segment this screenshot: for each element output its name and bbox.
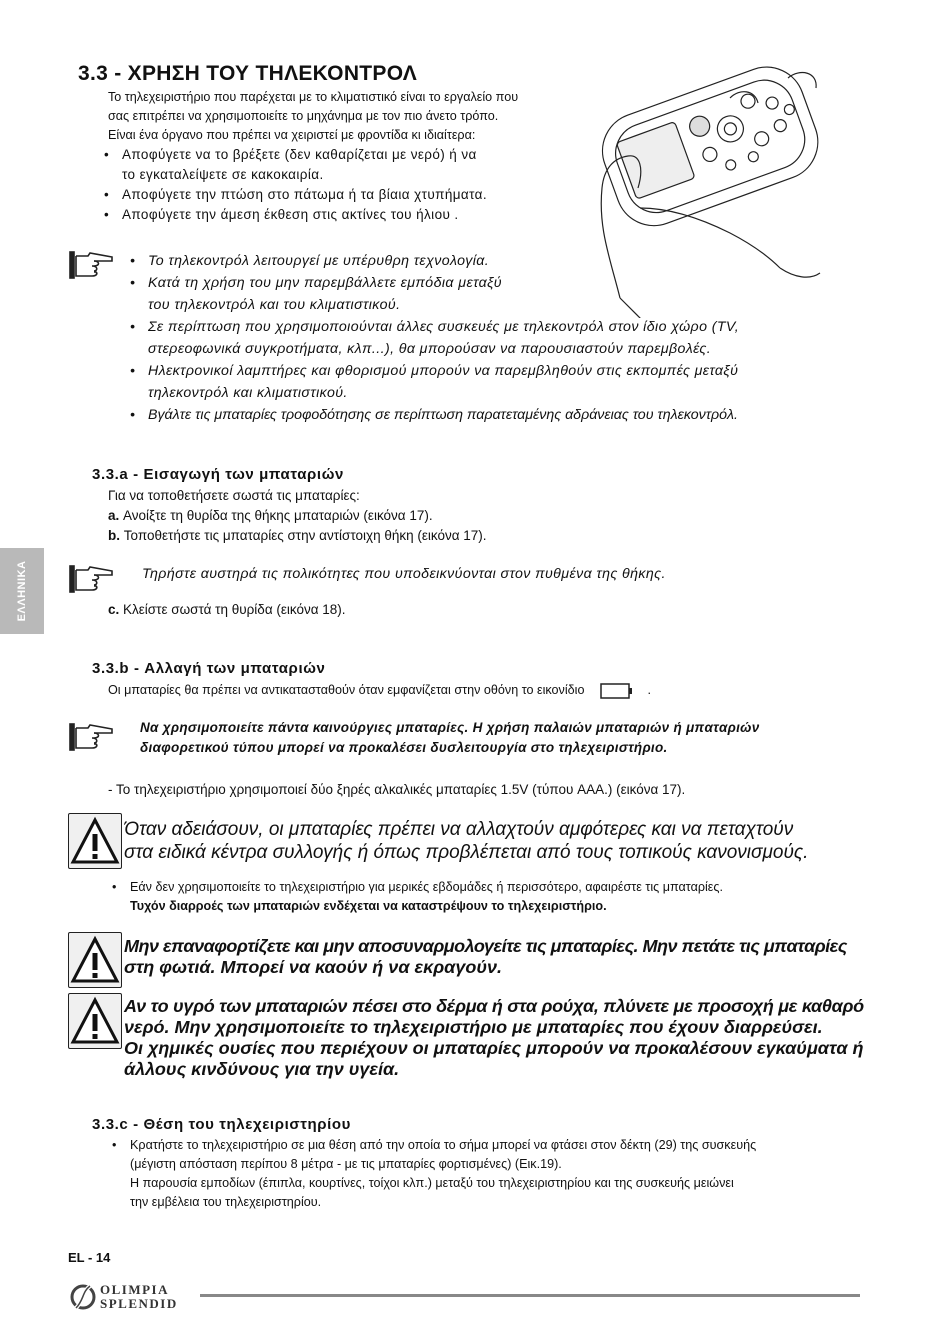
list-item <box>100 185 580 205</box>
list-item-text: (μέγιστη απόσταση περίπου 8 μέτρα - με τις μπαταρίες φορτισμένες) (Εικ.19). <box>130 1157 562 1171</box>
list-item-text: το εγκαταλείψετε σε κακοκαιρία. <box>122 167 324 182</box>
list-item-text: • Κατά τη χρήση του μην παρεμβάλλετε εμπόδια μεταξύ <box>148 275 503 291</box>
intro-line: Είναι ένα όργανο που πρέπει να χειριστεί με φροντίδα κι ιδιαίτερα: <box>108 128 476 142</box>
step-label: c. <box>108 602 120 617</box>
page-number: EL - 14 <box>68 1250 111 1265</box>
recharge-warning <box>124 936 874 978</box>
battery-type-item: - Το τηλεχειριστήριο χρησιμοποιεί δύο ξηρές αλκαλικές μπαταρίες 1.5V (τύπου AAA.) (εικόνα 17). <box>108 782 686 797</box>
footer-divider <box>200 1294 860 1297</box>
list-item <box>126 316 866 360</box>
step-b <box>108 526 808 546</box>
leak-warning <box>124 996 874 1080</box>
warning-line: Μην επαναφορτίζετε και μην αποσυναρμολογείτε τις μπαταρίες. Μην πετάτε τις μπαταρίες <box>124 936 847 956</box>
list-item <box>108 1136 868 1212</box>
brand-emblem-icon <box>68 1282 98 1312</box>
step-a <box>108 506 808 526</box>
list-item-text: Τυχόν διαρροές των μπαταριών ενδέχεται να καταστρέψουν το τηλεχειριστήριο. <box>130 899 607 913</box>
battery-replace-intro <box>108 681 868 700</box>
list-item-text: • Εάν δεν χρησιμοποιείτε το τηλεχειριστήριο για μερικές εβδομάδες ή περισσότερο, αφαιρέστε τις μπαταρίες. <box>130 880 723 894</box>
intro-end: . <box>647 683 651 697</box>
list-item-text: • Αποφύγετε την πτώση στο πάτωμα ή τα βίαια χτυπήματα. <box>122 187 488 202</box>
step-text: Τοποθετήστε τις μπαταρίες στην αντίστοιχη θήκη (εικόνα 17). <box>123 528 487 543</box>
step-text: Κλείστε σωστά τη θυρίδα (εικόνα 18). <box>123 602 346 617</box>
section-heading-3-3-a: 3.3.a - Εισαγωγή των μπαταριών <box>92 466 344 483</box>
warning-line: Όταν αδειάσουν, οι μπαταρίες πρέπει να αλλαχτούν αμφότερες και να πεταχτούν <box>124 819 794 840</box>
battery-insert-steps <box>108 486 808 546</box>
note-line: διαφορετικού τύπου μπορεί να προκαλέσει δυσλειτουργία στο τηλεχειριστήριο. <box>140 740 668 755</box>
language-side-tab <box>0 548 44 634</box>
list-item <box>126 250 866 272</box>
care-list <box>100 145 580 225</box>
warning-line: στα ειδικά κέντρα συλλογής ή όπως προβλέπεται από τους τοπικούς κανονισμούς. <box>124 842 809 863</box>
list-item-text: του τηλεκοντρόλ και του κλιματιστικού. <box>148 297 401 313</box>
list-item-text: • Κρατήστε το τηλεχειριστήριο σε μια θέση από την οποία το σήμα μπορεί να φτάσει στον δέκτη (29) της συσκευής <box>130 1138 757 1152</box>
section-intro: Για να τοποθετήσετε σωστά τις μπαταρίες: <box>108 488 360 503</box>
pointing-hand-icon <box>68 720 116 754</box>
language-label: ΕΛΛΗΝΙΚΑ <box>16 560 28 622</box>
list-item-text: • Το τηλεκοντρόλ λειτουργεί με υπέρυθρη τεχνολογία. <box>148 253 490 269</box>
warning-line: Οι χημικές ουσίες που περιέχουν οι μπαταρίες μπορούν να προκαλέσουν εγκαύματα ή <box>124 1038 864 1058</box>
list-item-text: • Σε περίπτωση που χρησιμοποιούνται άλλες συσκευές με τηλεκοντρόλ στον ίδιο χώρο (TV, <box>148 319 740 335</box>
intro-line: σας επιτρέπει να χρησιμοποιείτε το μηχάνημα με τον πιο άνετο τρόπο. <box>108 109 499 123</box>
warning-panel <box>68 813 122 869</box>
intro-line: Το τηλεχειριστήριο που παρέχεται με το κλιματιστικό είναι το εργαλείο που <box>108 90 519 104</box>
new-batteries-note <box>140 718 870 758</box>
section-heading-3-3-b: 3.3.b - Αλλαγή των μπαταριών <box>92 660 326 677</box>
step-text: Ανοίξτε τη θυρίδα της θήκης μπαταριών (εικόνα 17). <box>123 508 433 523</box>
step-c <box>108 600 346 620</box>
remote-position-text <box>108 1136 868 1212</box>
warning-triangle-icon <box>69 994 121 1048</box>
list-item-text: τηλεκοντρόλ και κλιματιστικού. <box>148 385 348 401</box>
list-item-text: • Αποφύγετε να το βρέξετε (δεν καθαρίζεται με νερό) ή να <box>122 147 477 162</box>
warning-panel <box>68 932 122 988</box>
warning-line: Αν το υγρό των μπαταριών πέσει στο δέρμα ή στα ρούχα, πλύνετε με προσοχή με καθαρό <box>124 996 864 1016</box>
polarity-note: Τηρήστε αυστηρά τις πολικότητες που υποδεικνύονται στον πυθμένα της θήκης. <box>142 566 666 582</box>
warning-triangle-icon <box>69 933 121 987</box>
pointing-hand-icon <box>68 248 116 282</box>
battery-icon <box>600 682 634 700</box>
warning-triangle-icon <box>69 814 121 868</box>
brand-logo <box>68 1280 198 1314</box>
warning-line: νερό. Μην χρησιμοποιείτε το τηλεχειριστήριο με μπαταρίες που έχουν διαρρεύσει. <box>124 1017 823 1037</box>
step-label: a. <box>108 508 120 523</box>
disposal-warning <box>124 818 874 864</box>
note-line: Να χρησιμοποιείτε πάντα καινούργιες μπαταρίες. Η χρήση παλαιών μπαταριών ή μπαταριών <box>140 720 760 735</box>
list-item-text: • Βγάλτε τις μπαταρίες τροφοδότησης σε περίπτωση παρατεταμένης αδράνειας του τηλεκοντρόλ. <box>148 407 738 423</box>
brand-name-top: OLIMPIA <box>100 1282 169 1297</box>
pointing-hand-icon <box>68 562 116 596</box>
list-item <box>126 272 866 316</box>
list-item-text: στερεοφωνικά συγκροτήματα, κλπ...), θα μπορούσαν να παρουσιαστούν παρεμβολές. <box>148 341 712 357</box>
long-inactivity-item <box>108 878 868 916</box>
section-heading-3-3-c: 3.3.c - Θέση του τηλεχειριστηρίου <box>92 1116 352 1133</box>
list-item-text: • Ηλεκτρονικοί λαμπτήρες και φθορισμού μπορούν να παρεμβληθούν στις εκπομπές μεταξύ <box>148 363 739 379</box>
list-item <box>126 360 866 404</box>
page-title: 3.3 - ΧΡΗΣΗ ΤΟΥ ΤΗΛΕΚΟΝΤΡΟΛ <box>78 62 418 85</box>
ir-notes-list <box>126 250 866 426</box>
warning-panel <box>68 993 122 1049</box>
list-item <box>126 404 866 426</box>
list-item-text: την εμβέλεια του τηλεχειριστηρίου. <box>130 1195 322 1209</box>
brand-name-bottom: SPLENDID <box>100 1296 178 1311</box>
step-label: b. <box>108 528 120 543</box>
list-item <box>108 878 868 916</box>
warning-line: άλλους κινδύνους για την υγεία. <box>124 1059 400 1079</box>
list-item <box>100 145 580 185</box>
list-item-text: Η παρουσία εμποδίων (έπιπλα, κουρτίνες, τοίχοι κλπ.) μεταξύ του τηλεχειριστηρίου και της συσκευής μειώνει <box>130 1176 734 1190</box>
list-item-text: • Αποφύγετε την άμεση έκθεση στις ακτίνες του ήλιου . <box>122 207 459 222</box>
list-item <box>100 205 580 225</box>
intro-paragraph <box>108 88 578 145</box>
intro-text: Οι μπαταρίες θα πρέπει να αντικατασταθούν όταν εμφανίζεται στην οθόνη το εικονίδιο <box>108 683 585 697</box>
warning-line: στη φωτιά. Μπορεί να καούν ή να εκραγούν. <box>124 957 502 977</box>
